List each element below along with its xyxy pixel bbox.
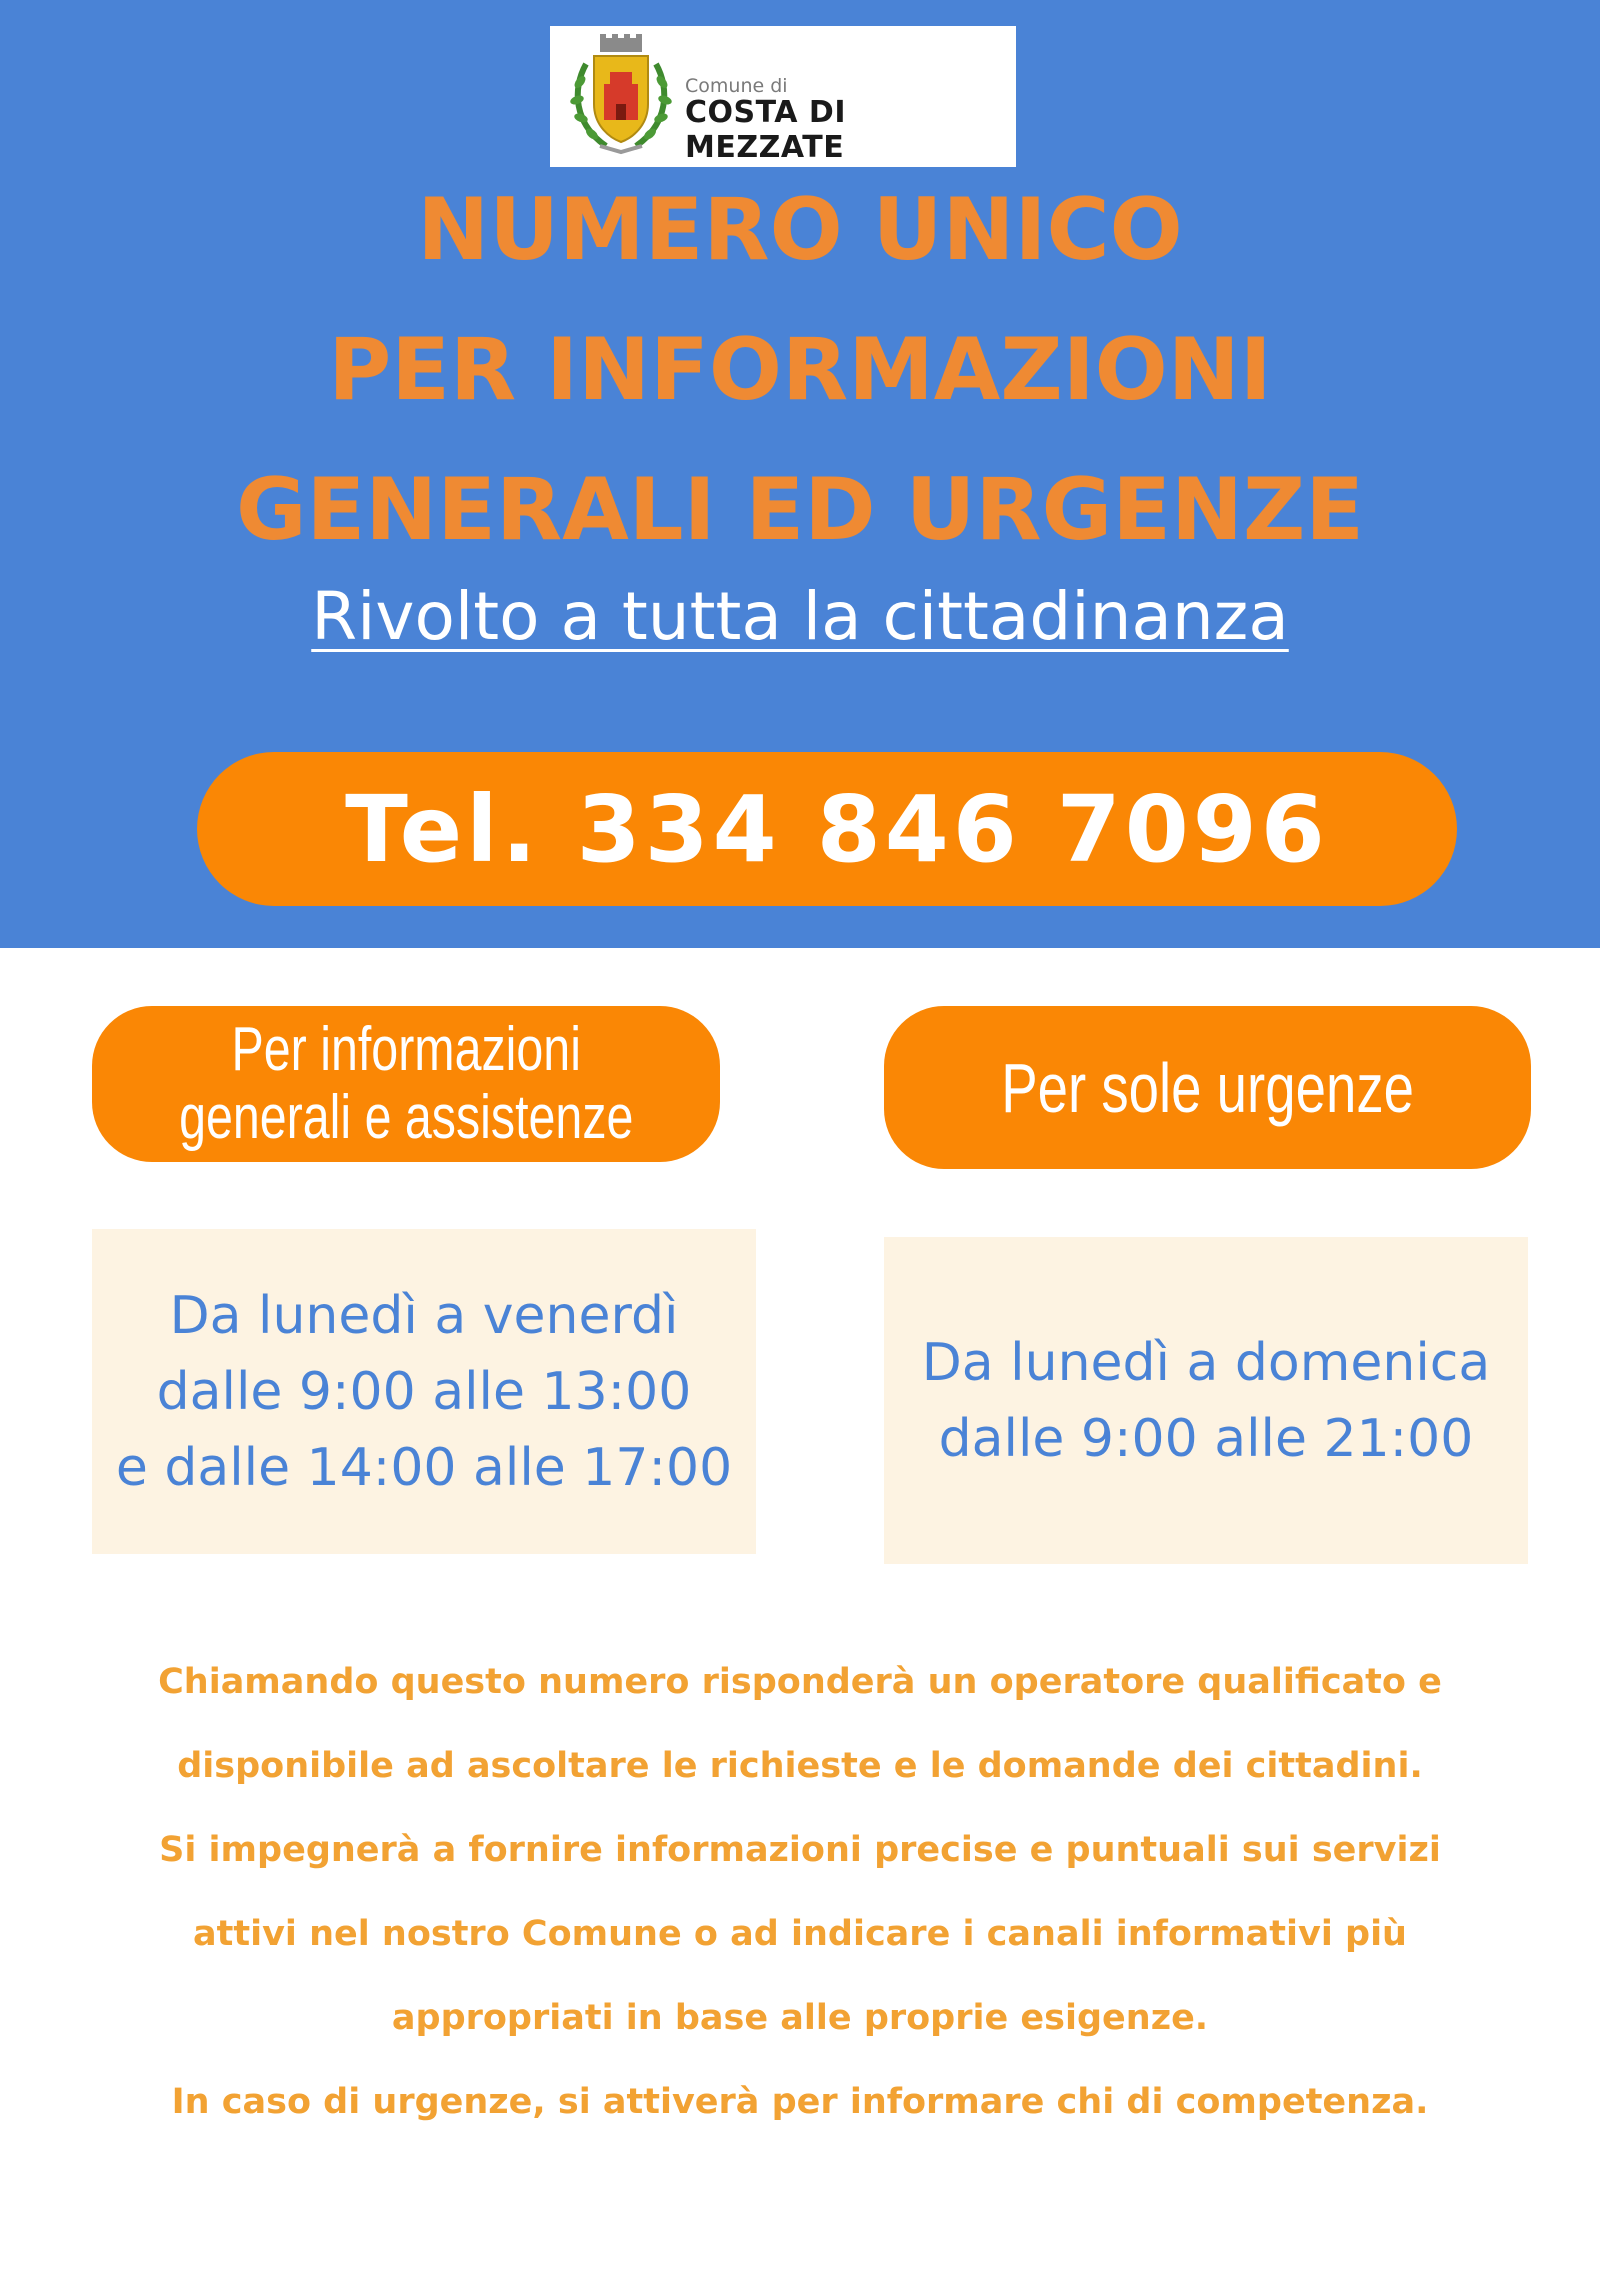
urgencies-label-text: Per sole urgenze <box>1001 1048 1414 1127</box>
general-info-label-line-1: Per informazioni <box>231 1015 581 1084</box>
coat-of-arms-icon <box>566 34 676 160</box>
general-hours-morning: dalle 9:00 alle 13:00 <box>156 1361 692 1422</box>
headline-line-3: GENERALI ED URGENZE <box>235 460 1365 560</box>
urgency-hours-card <box>884 1237 1528 1564</box>
service-description <box>60 1640 1540 2144</box>
description-line: Si impegnerà a fornire informazioni precise e puntuali sui servizi <box>159 1830 1441 1870</box>
header-section <box>0 0 1600 948</box>
description-line: disponibile ad ascoltare le richieste e le domande dei cittadini. <box>177 1746 1423 1786</box>
general-hours-afternoon: e dalle 14:00 alle 17:00 <box>115 1437 733 1498</box>
urgency-hours-days: Da lunedì a domenica <box>921 1332 1491 1393</box>
municipality-logo <box>550 26 1016 167</box>
audience-subtitle: Rivolto a tutta la cittadinanza <box>311 578 1289 655</box>
urgency-hours-time: dalle 9:00 alle 21:00 <box>938 1408 1474 1469</box>
general-info-label-line-2: generali e assistenze <box>178 1083 634 1152</box>
description-line: Chiamando questo numero risponderà un operatore qualificato e <box>158 1662 1442 1702</box>
description-line: In caso di urgenze, si attiverà per informare chi di competenza. <box>171 2082 1429 2122</box>
description-line: appropriati in base alle proprie esigenze. <box>391 1998 1209 2038</box>
headline-line-2: PER INFORMAZIONI <box>328 320 1272 420</box>
headline-line-1: NUMERO UNICO <box>417 180 1183 280</box>
phone-number[interactable]: Tel. 334 846 7096 <box>345 775 1329 883</box>
urgencies-label <box>884 1006 1531 1169</box>
general-hours-card <box>92 1229 756 1554</box>
general-hours-days: Da lunedì a venerdì <box>169 1285 679 1346</box>
phone-number-banner[interactable] <box>197 752 1457 906</box>
logo-title: COSTA DI MEZZATE <box>685 95 846 165</box>
description-line: attivi nel nostro Comune o ad indicare i canali informativi più <box>193 1914 1407 1954</box>
general-info-label <box>92 1006 720 1162</box>
logo-subtitle: Comune di <box>685 75 788 97</box>
